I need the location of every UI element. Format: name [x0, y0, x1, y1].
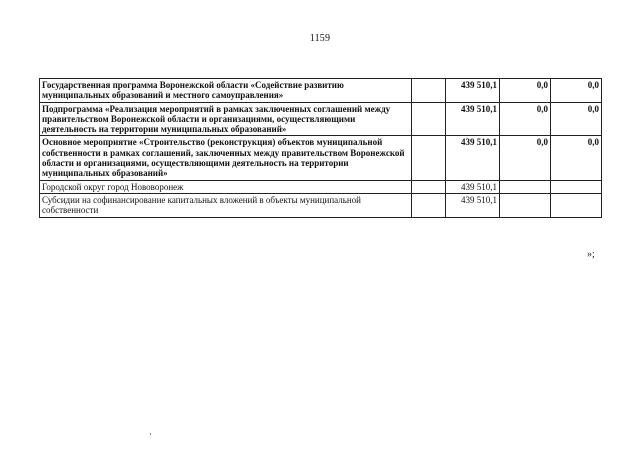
- scan-speck: [150, 433, 151, 435]
- value-cell: [500, 193, 551, 217]
- closing-quote-mark: »;: [587, 249, 595, 260]
- empty-cell: [412, 79, 446, 103]
- value-cell: 439 510,1: [446, 180, 500, 193]
- value-cell: 439 510,1: [446, 102, 500, 136]
- empty-cell: [412, 136, 446, 180]
- value-cell: [500, 180, 551, 193]
- page-number: 1159: [309, 33, 331, 44]
- table-row: [40, 180, 602, 193]
- value-cell: [551, 180, 602, 193]
- empty-cell: [412, 193, 446, 217]
- table-row: [40, 193, 602, 217]
- row-name: Городской округ город Нововоронеж: [40, 180, 412, 193]
- empty-cell: [412, 180, 446, 193]
- value-cell: 439 510,1: [446, 79, 500, 103]
- value-cell: 439 510,1: [446, 193, 500, 217]
- value-cell: 0,0: [500, 136, 551, 180]
- row-name: Государственная программа Воронежской области «Содействие развитию муниципальных образований и местного самоуправления»: [40, 79, 412, 103]
- value-cell: 0,0: [551, 79, 602, 103]
- value-cell: [551, 193, 602, 217]
- budget-table: [39, 78, 602, 218]
- value-cell: 0,0: [500, 79, 551, 103]
- row-name: Основное мероприятие «Строительство (реконструкция) объектов муниципальной собственности в рамках соглашений, заключенных между правительством Воронежской области и организациями, осуществляющими деятельность на территории муниципальных образований»: [40, 136, 412, 180]
- table-row: [40, 102, 602, 136]
- value-cell: 0,0: [500, 102, 551, 136]
- table-row: [40, 79, 602, 103]
- row-name: Подпрограмма «Реализация мероприятий в рамках заключенных соглашений между правительством Воронежской области и организациями, осуществляющими деятельность на территории муниципальных образований»: [40, 102, 412, 136]
- value-cell: 439 510,1: [446, 136, 500, 180]
- value-cell: 0,0: [551, 102, 602, 136]
- row-name: Субсидии на софинансирование капитальных вложений в объекты муниципальной собственности: [40, 193, 412, 217]
- empty-cell: [412, 102, 446, 136]
- value-cell: 0,0: [551, 136, 602, 180]
- table-row: [40, 136, 602, 180]
